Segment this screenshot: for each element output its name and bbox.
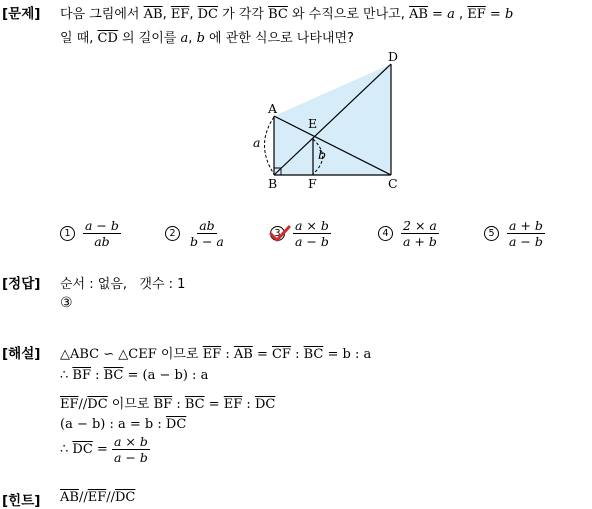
sol2-colon: : xyxy=(90,368,104,383)
solution-tag: [해설] xyxy=(2,346,41,362)
seg-bc: $\overline{BC}$ xyxy=(268,7,288,22)
sol3-ef-2: $\overline{EF}$ xyxy=(223,397,243,412)
option-4-marker: 4 xyxy=(378,226,393,241)
option-4[interactable] xyxy=(378,218,439,249)
checkmark-icon xyxy=(269,225,291,243)
seg-ab-2: $\overline{AB}$ xyxy=(408,7,428,22)
hint-parallel-2: // xyxy=(106,490,115,505)
answer-tag: [정답] xyxy=(2,276,41,292)
sol3-dc: $\overline{DC}$ xyxy=(87,397,108,412)
label-e: E xyxy=(308,116,318,131)
label-a-len: a xyxy=(253,135,261,150)
problem-line-1: 다음 그림에서 $\overline{AB}$, $\overline{EF}$, $\overline{DC}$ 가 각각 $\overline{BC}$ 와 수직으로 만나고, $\overline{AB} = a$ , $\overline{EF} = b$ xyxy=(60,7,514,22)
seg-dc: $\overline{DC}$ xyxy=(197,7,218,22)
hint-ab: $\overline{AB}$ xyxy=(60,490,79,505)
sol2-ratio: = (a − b) : a xyxy=(123,368,209,383)
sol1-ef: $\overline{EF}$ xyxy=(202,347,222,362)
sol1-colon: : xyxy=(221,347,234,362)
sol4-ratio: (a − b) : a = b : xyxy=(60,417,166,432)
sol1-cf: $\overline{CF}$ xyxy=(271,347,291,362)
seg-cd: $\overline{CD}$ xyxy=(97,31,118,46)
sol3-bf: $\overline{BF}$ xyxy=(153,397,173,412)
sol3-colon: : xyxy=(172,397,185,412)
sol3-text: 이므로 xyxy=(107,397,154,412)
sol1-colon-2: : xyxy=(290,347,304,362)
sol5-fraction: $\frac{a \times b}{a - b}$ xyxy=(113,434,148,465)
option-2-fraction: $\frac{ab}{b - a}$ xyxy=(190,218,224,249)
sol3-dc-2: $\overline{DC}$ xyxy=(254,397,276,412)
sol1-bc: $\overline{BC}$ xyxy=(303,347,324,362)
label-b-len: b xyxy=(318,147,327,162)
sol3-parallel: // xyxy=(78,397,88,412)
problem-text-1: 다음 그림에서 xyxy=(60,7,144,22)
hint-tag: [힌트] xyxy=(2,493,41,509)
sol3-eq: = xyxy=(204,397,224,412)
geometry-figure xyxy=(245,50,405,190)
answer-line: 순서 : 없음, 갯수 : 1 xyxy=(60,277,186,292)
option-3[interactable] xyxy=(270,218,331,249)
solution-line-5 xyxy=(60,434,150,465)
option-3-fraction: $\frac{a \times b}{a - b}$ xyxy=(295,218,329,249)
sol2-bf: $\overline{BF}$ xyxy=(72,368,91,383)
solution-line-4 xyxy=(60,417,186,432)
sol1-a: △ABC ∽ △CEF 이므로 xyxy=(60,347,203,362)
sol2-bc: $\overline{BC}$ xyxy=(103,368,124,383)
solution-line-2 xyxy=(60,368,208,383)
option-5-marker: 5 xyxy=(484,226,499,241)
sol3-ef: $\overline{EF}$ xyxy=(60,397,79,412)
sol3-colon-2: : xyxy=(242,397,255,412)
solution-line-1 xyxy=(60,343,371,362)
option-3-marker: 3 xyxy=(270,226,285,241)
sol1-eq: = xyxy=(252,347,272,362)
option-1-marker: 1 xyxy=(60,226,75,241)
option-2[interactable] xyxy=(165,218,226,249)
hint-ef: $\overline{EF}$ xyxy=(87,490,107,505)
sol3-bc: $\overline{BC}$ xyxy=(184,397,205,412)
sol2-therefore: ∴ xyxy=(60,368,73,383)
label-b: B xyxy=(268,176,278,190)
seg-ab: $\overline{AB}$ xyxy=(143,7,163,22)
problem-line-2: 일 때, $\overline{CD}$ 의 길이를 a, b 에 관한 식으로 나타내면? xyxy=(60,31,354,46)
sol5-therefore: ∴ xyxy=(60,442,73,457)
label-c: C xyxy=(388,176,398,190)
answer-value: ③ xyxy=(60,295,73,311)
hint-parallel-1: // xyxy=(78,490,88,505)
sol5-dc: $\overline{DC}$ xyxy=(72,442,93,457)
option-2-marker: 2 xyxy=(165,226,180,241)
option-1[interactable] xyxy=(60,218,121,249)
label-a: A xyxy=(268,101,278,116)
sol4-dc: $\overline{DC}$ xyxy=(165,417,187,432)
sol5-eq: = xyxy=(92,442,112,457)
seg-ef-2: $\overline{EF}$ xyxy=(467,7,486,22)
hint-dc: $\overline{DC}$ xyxy=(115,490,136,505)
option-4-fraction: $\frac{2 \times a}{a + b}$ xyxy=(403,218,437,249)
solution-line-3 xyxy=(60,393,275,412)
hint-line xyxy=(60,490,135,505)
option-5-fraction: $\frac{a + b}{a - b}$ xyxy=(509,218,543,249)
problem-tag: [문제] xyxy=(2,6,41,22)
label-d: D xyxy=(388,50,399,64)
sol1-ratio: = b : a xyxy=(323,347,372,362)
label-f: F xyxy=(308,176,317,190)
brace-a xyxy=(265,117,275,174)
option-1-fraction: $\frac{a - b}{ab}$ xyxy=(85,218,119,249)
sol1-ab: $\overline{AB}$ xyxy=(233,347,253,362)
option-5[interactable] xyxy=(484,218,545,249)
seg-ef: $\overline{EF}$ xyxy=(170,7,190,22)
